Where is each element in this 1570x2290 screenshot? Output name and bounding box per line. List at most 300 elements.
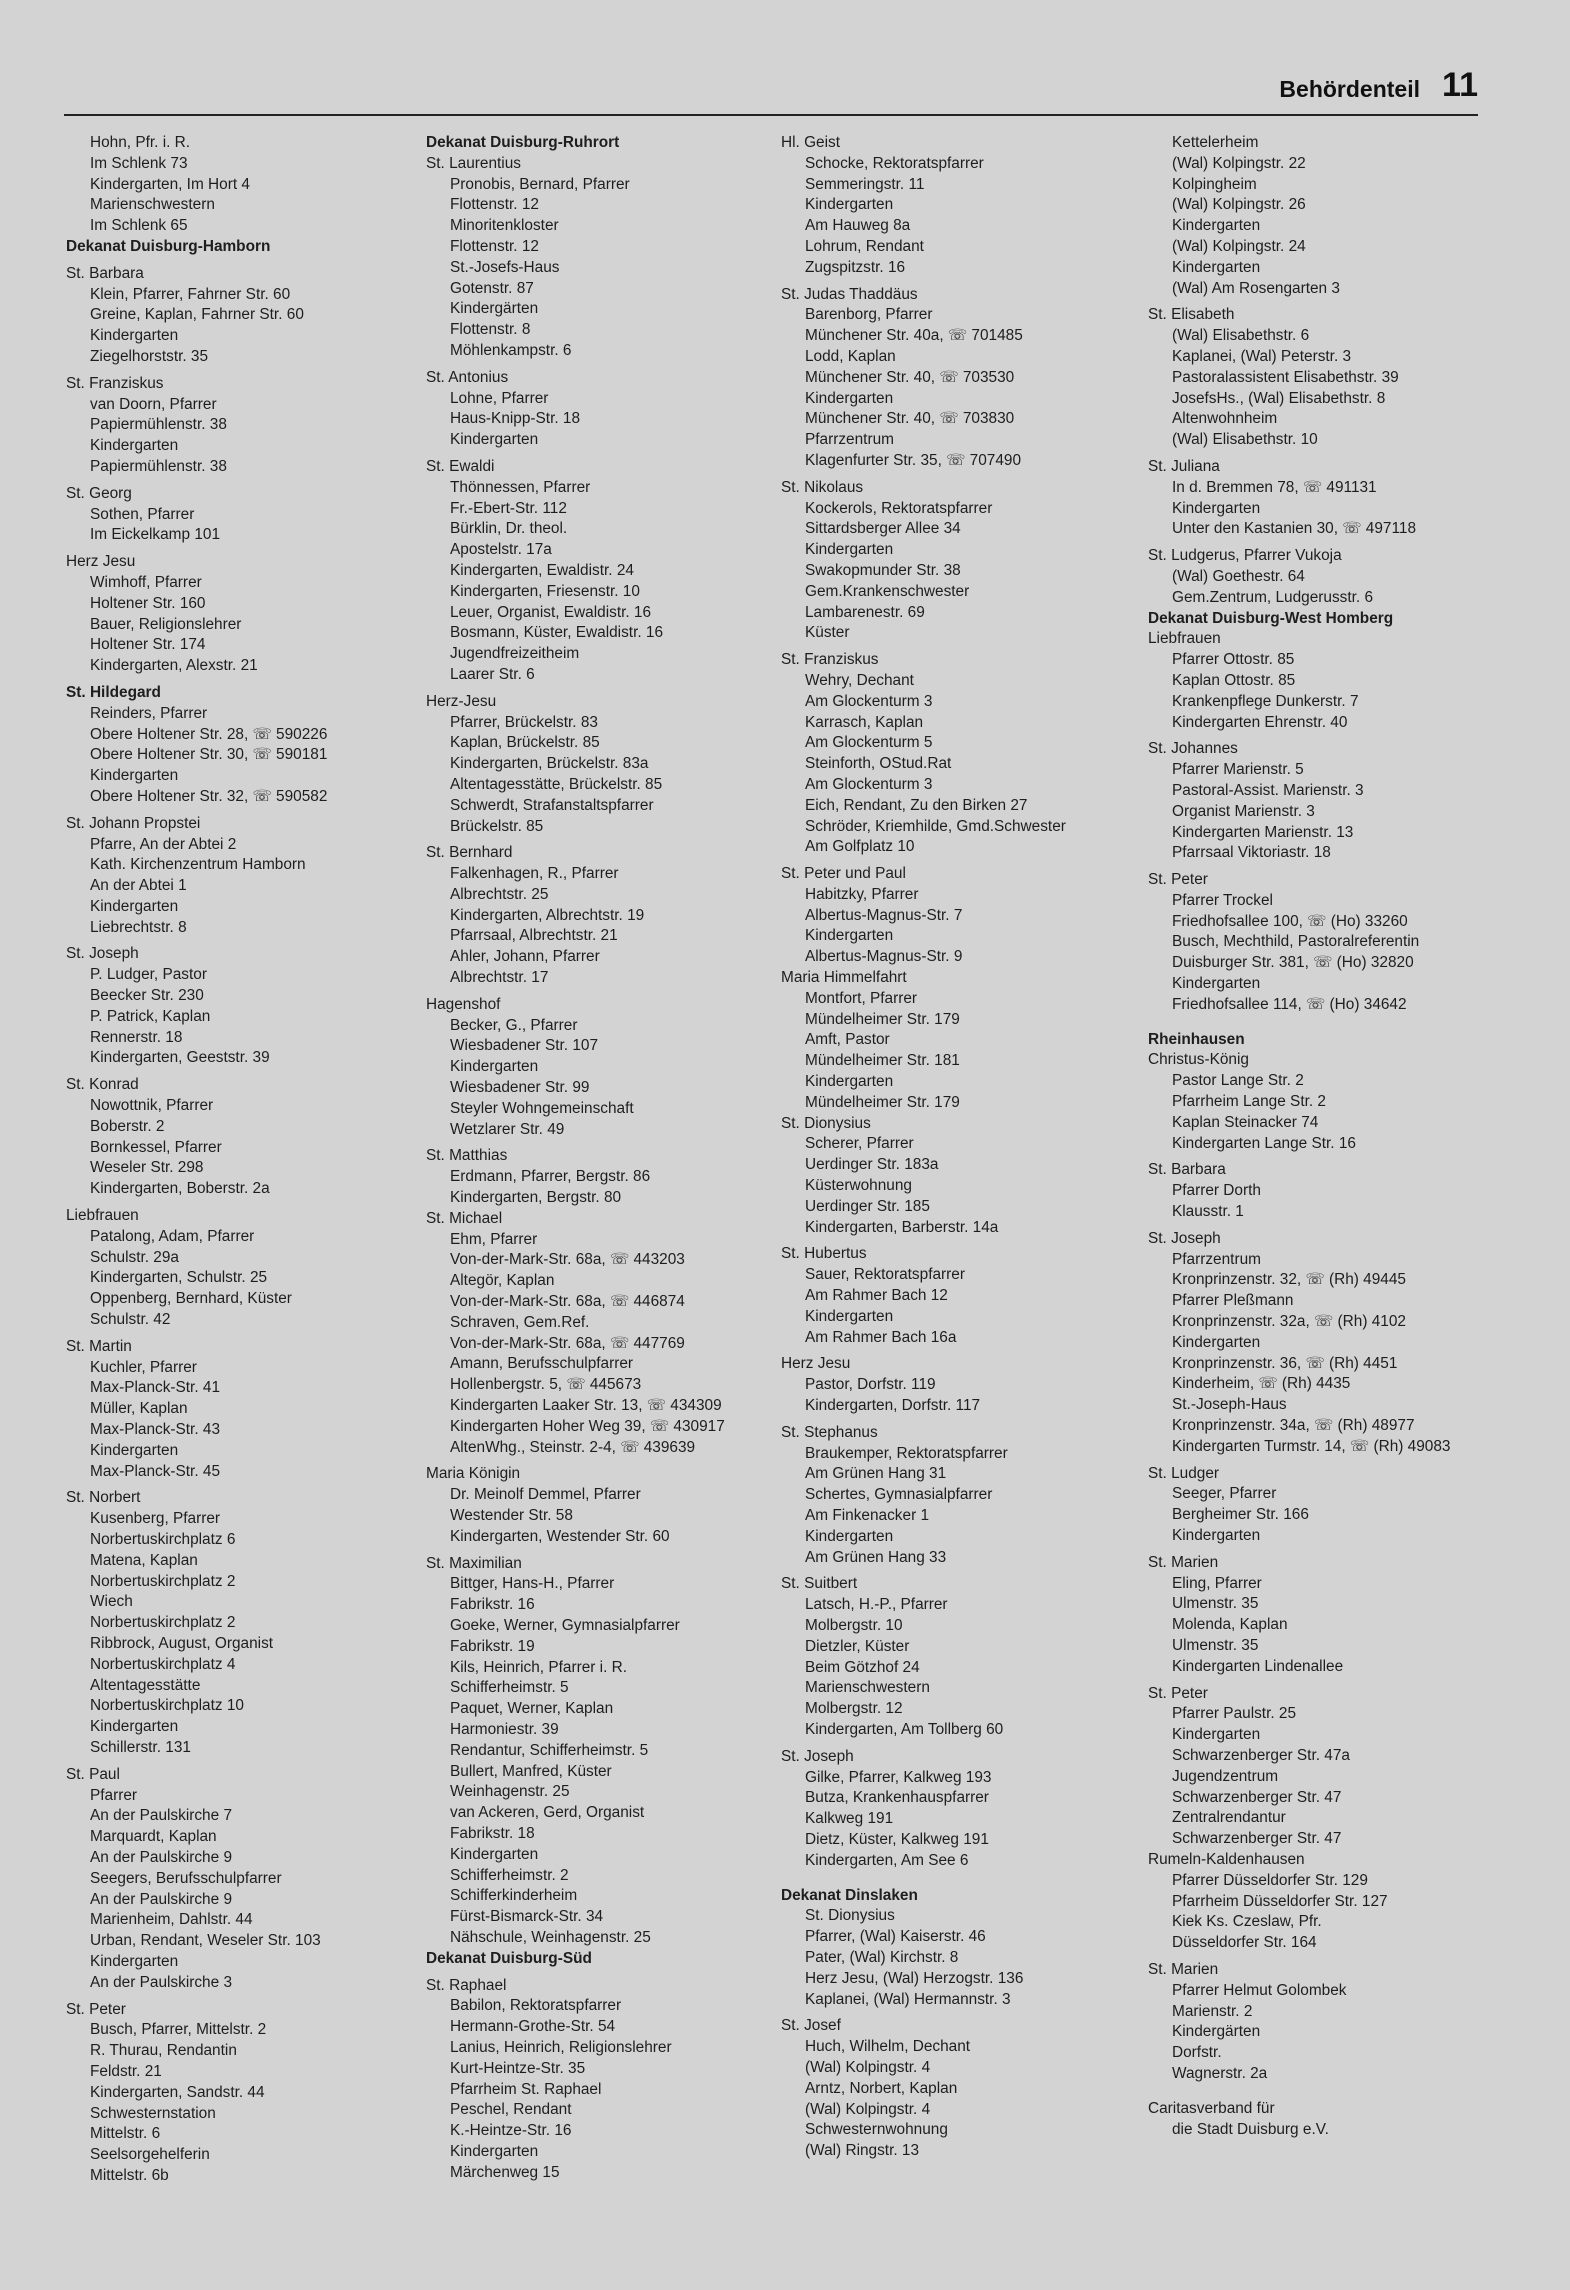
entry-line: Weinhagenstr. 25 bbox=[450, 1783, 570, 1801]
entry-line: Kindergarten bbox=[805, 1527, 894, 1545]
entry-line: Kindergarten Marienstr. 13 bbox=[1172, 823, 1354, 841]
parish-name: St. Marien bbox=[1148, 1960, 1219, 1978]
entry-line: Pfarrer Trockel bbox=[1172, 891, 1273, 909]
entry-line: Marienheim, Dahlstr. 44 bbox=[90, 1911, 253, 1929]
entry-line: Pfarrer Helmut Golombek bbox=[1172, 1981, 1347, 1999]
entry-line: Dietzler, Küster bbox=[805, 1637, 910, 1655]
entry-line: Kindergarten bbox=[805, 541, 894, 559]
parish-name: St. Barbara bbox=[66, 264, 144, 282]
entry-line: Zentralrendantur bbox=[1172, 1809, 1286, 1827]
entry-line: Pastor Lange Str. 2 bbox=[1172, 1072, 1304, 1090]
parish-name: St. Johannes bbox=[1148, 740, 1238, 758]
entry-line: Harmoniestr. 39 bbox=[450, 1720, 559, 1738]
entry-line: Klein, Pfarrer, Fahrner Str. 60 bbox=[90, 285, 291, 303]
entry-line: Am Glockenturm 3 bbox=[805, 775, 933, 793]
entry-line: Kindergarten bbox=[805, 927, 894, 945]
entry-line: Papiermühlenstr. 38 bbox=[90, 416, 227, 434]
entry-line: Fabrikstr. 18 bbox=[450, 1824, 535, 1842]
entry-line: Zugspitzstr. 16 bbox=[805, 258, 906, 276]
entry-line: Falkenhagen, R., Pfarrer bbox=[450, 865, 619, 883]
section-title: Behördenteil bbox=[1279, 76, 1420, 102]
entry-line: Kindergarten, Im Hort 4 bbox=[90, 175, 250, 193]
entry-line: Wiech bbox=[90, 1593, 133, 1611]
entry-line: Duisburger Str. 381, ☏ (Ho) 32820 bbox=[1172, 954, 1414, 972]
entry-line: Kindergarten bbox=[450, 1845, 539, 1863]
entry-line: Lambarenestr. 69 bbox=[805, 603, 925, 621]
entry-line: P. Ludger, Pastor bbox=[90, 966, 207, 984]
entry-line: Kindergarten bbox=[450, 1058, 539, 1076]
entry-line: Molenda, Kaplan bbox=[1172, 1616, 1288, 1634]
entry-line: Kronprinzenstr. 32, ☏ (Rh) 49445 bbox=[1172, 1271, 1406, 1289]
parish-name: St. Michael bbox=[426, 1209, 503, 1227]
entry-line: Friedhofsallee 114, ☏ (Ho) 34642 bbox=[1172, 995, 1407, 1013]
entry-line: Kindergarten bbox=[90, 1718, 179, 1736]
section-heading: Dekanat Duisburg-Süd bbox=[426, 1949, 592, 1967]
entry-line: Laarer Str. 6 bbox=[450, 665, 535, 683]
entry-line: Kindergarten, Geeststr. 39 bbox=[90, 1049, 270, 1067]
entry-line: Matena, Kaplan bbox=[90, 1551, 198, 1569]
entry-line: (Wal) Elisabethstr. 6 bbox=[1172, 327, 1310, 345]
section-heading: Dekanat Dinslaken bbox=[781, 1886, 918, 1904]
parish-name: St. Matthias bbox=[426, 1147, 508, 1165]
entry-line: Kockerols, Rektoratspfarrer bbox=[805, 499, 993, 517]
entry-line: Kindergarten Turmstr. 14, ☏ (Rh) 49083 bbox=[1172, 1437, 1451, 1455]
entry-line: Norbertuskirchplatz 6 bbox=[90, 1531, 236, 1548]
entry-line: Am Finkenacker 1 bbox=[805, 1507, 930, 1524]
entry-line: Küsterwohnung bbox=[805, 1177, 912, 1195]
entry-line: Eling, Pfarrer bbox=[1172, 1574, 1262, 1592]
entry-line: Holtener Str. 160 bbox=[90, 594, 206, 612]
entry-line: Pfarrer Dorth bbox=[1172, 1182, 1261, 1200]
entry-line: Von-der-Mark-Str. 68a, ☏ 443203 bbox=[450, 1251, 685, 1269]
entry-line: Pfarrheim Lange Str. 2 bbox=[1172, 1093, 1326, 1111]
entry-line: Kuchler, Pfarrer bbox=[90, 1358, 197, 1376]
entry-line: Pfarrer, (Wal) Kaiserstr. 46 bbox=[805, 1928, 986, 1946]
entry-line: Uerdinger Str. 185 bbox=[805, 1197, 930, 1215]
parish-name: Maria Himmelfahrt bbox=[781, 969, 907, 987]
entry-line: Becker, G., Pfarrer bbox=[450, 1016, 578, 1034]
entry-line: Holtener Str. 174 bbox=[90, 636, 206, 654]
entry-line: (Wal) Kolpingstr. 4 bbox=[805, 2058, 931, 2076]
entry-line: Kindergarten bbox=[90, 1441, 179, 1459]
entry-line: Pfarrer Düsseldorfer Str. 129 bbox=[1172, 1871, 1368, 1889]
page-header bbox=[64, 64, 1478, 116]
entry-line: St. Dionysius bbox=[805, 1907, 895, 1925]
entry-line: Kindergarten bbox=[90, 327, 179, 345]
entry-line: Kettelerheim bbox=[1172, 134, 1259, 151]
spacer bbox=[1148, 1016, 1493, 1030]
parish-name: St. Franziskus bbox=[66, 374, 164, 392]
entry-line: Pfarrer Ottostr. 85 bbox=[1172, 651, 1295, 669]
entry-line: Schwarzenberger Str. 47a bbox=[1172, 1746, 1350, 1764]
parish-name: Liebfrauen bbox=[66, 1207, 139, 1225]
entry-line: Seegers, Berufsschulpfarrer bbox=[90, 1869, 282, 1887]
entry-line: Pronobis, Bernard, Pfarrer bbox=[450, 175, 630, 193]
entry-line: Kindergarten, Brückelstr. 83a bbox=[450, 755, 649, 773]
parish-name: St. Elisabeth bbox=[1148, 306, 1235, 324]
entry-line: Norbertuskirchplatz 2 bbox=[90, 1614, 236, 1632]
entry-line: Schwarzenberger Str. 47 bbox=[1172, 1788, 1342, 1806]
entry-line: Bergheimer Str. 166 bbox=[1172, 1506, 1309, 1524]
entry-line: Kronprinzenstr. 32a, ☏ (Rh) 4102 bbox=[1172, 1313, 1406, 1331]
page-number: 11 bbox=[1442, 66, 1478, 104]
entry-line: Klausstr. 1 bbox=[1172, 1203, 1244, 1221]
entry-line: In d. Bremmen 78, ☏ 491131 bbox=[1172, 478, 1377, 496]
entry-line: Von-der-Mark-Str. 68a, ☏ 447769 bbox=[450, 1334, 685, 1352]
entry-line: An der Paulskirche 7 bbox=[90, 1807, 233, 1825]
entry-line: Herz Jesu, (Wal) Herzogstr. 136 bbox=[805, 1969, 1024, 1987]
entry-line: Kaplan, Brückelstr. 85 bbox=[450, 734, 600, 752]
entry-line: Steinforth, OStud.Rat bbox=[805, 755, 952, 773]
entry-line: Klagenfurter Str. 35, ☏ 707490 bbox=[805, 451, 1022, 469]
entry-line: Von-der-Mark-Str. 68a, ☏ 446874 bbox=[450, 1293, 685, 1311]
entry-line: Am Hauweg 8a bbox=[805, 217, 911, 235]
entry-line: Wiesbadener Str. 107 bbox=[450, 1037, 599, 1055]
entry-line: Am Grünen Hang 33 bbox=[805, 1548, 947, 1566]
entry-line: Kusenberg, Pfarrer bbox=[90, 1510, 221, 1528]
entry-line: Mündelheimer Str. 179 bbox=[805, 1093, 960, 1111]
entry-line: Kindergarten bbox=[1172, 258, 1261, 276]
entry-line: (Wal) Kolpingstr. 24 bbox=[1172, 237, 1306, 255]
entry-line: Bürklin, Dr. theol. bbox=[450, 520, 568, 538]
entry-line: Kindergarten, Barberstr. 14a bbox=[805, 1218, 999, 1236]
entry-line: Ziegelhorststr. 35 bbox=[90, 347, 209, 365]
entry-line: Hohn, Pfr. i. R. bbox=[90, 134, 191, 151]
section-heading: St. Hildegard bbox=[66, 683, 161, 701]
entry-line: Pfarre, An der Abtei 2 bbox=[90, 835, 237, 853]
entry-line: Fabrikstr. 19 bbox=[450, 1637, 535, 1655]
entry-line: Marquardt, Kaplan bbox=[90, 1828, 217, 1846]
spacer bbox=[1148, 2085, 1493, 2099]
entry-line: Nähschule, Weinhagenstr. 25 bbox=[450, 1928, 651, 1946]
section-heading: Dekanat Duisburg-West Homberg bbox=[1148, 609, 1394, 627]
entry-line: Babilon, Rektoratspfarrer bbox=[450, 1997, 622, 2015]
entry-line: die Stadt Duisburg e.V. bbox=[1172, 2120, 1329, 2138]
entry-line: Mündelheimer Str. 179 bbox=[805, 1010, 960, 1028]
parish-name: Herz Jesu bbox=[781, 1355, 851, 1373]
entry-line: Kindergarten, Alexstr. 21 bbox=[90, 657, 258, 675]
entry-line: Albrechtstr. 25 bbox=[450, 885, 549, 903]
entry-line: AltenWhg., Steinstr. 2-4, ☏ 439639 bbox=[450, 1438, 696, 1456]
entry-line: Schifferheimstr. 5 bbox=[450, 1679, 569, 1697]
entry-line: Bornkessel, Pfarrer bbox=[90, 1138, 222, 1156]
entry-line: (Wal) Ringstr. 13 bbox=[805, 2142, 920, 2160]
parish-name: St. Bernhard bbox=[426, 844, 513, 862]
entry-line: Organist Marienstr. 3 bbox=[1172, 802, 1315, 820]
entry-line: Swakopmunder Str. 38 bbox=[805, 561, 961, 579]
entry-line: Obere Holtener Str. 28, ☏ 590226 bbox=[90, 725, 328, 743]
entry-line: Goeke, Werner, Gymnasialpfarrer bbox=[450, 1616, 680, 1634]
section-heading: Dekanat Duisburg-Ruhrort bbox=[426, 134, 620, 151]
parish-name: Herz-Jesu bbox=[426, 692, 497, 710]
entry-line: Scherer, Pfarrer bbox=[805, 1135, 914, 1153]
entry-line: Schraven, Gem.Ref. bbox=[450, 1313, 590, 1331]
entry-line: Sauer, Rektoratspfarrer bbox=[805, 1266, 965, 1284]
parish-name: Christus-König bbox=[1148, 1051, 1249, 1069]
entry-line: Schertes, Gymnasialpfarrer bbox=[805, 1486, 993, 1504]
entry-line: Kindergarten bbox=[1172, 975, 1261, 993]
entry-line: Kindergarten, Am See 6 bbox=[805, 1851, 969, 1869]
entry-line: Düsseldorfer Str. 164 bbox=[1172, 1934, 1317, 1952]
entry-line: R. Thurau, Rendantin bbox=[90, 2042, 237, 2060]
entry-line: Amft, Pastor bbox=[805, 1031, 890, 1049]
entry-line: Lodd, Kaplan bbox=[805, 347, 896, 365]
entry-line: Flottenstr. 12 bbox=[450, 196, 539, 214]
entry-line: Schifferkinderheim bbox=[450, 1887, 578, 1905]
entry-line: (Wal) Kolpingstr. 26 bbox=[1172, 196, 1306, 214]
entry-line: Seelsorgehelferin bbox=[90, 2146, 210, 2164]
parish-name: St. Juliana bbox=[1148, 457, 1220, 475]
entry-line: Montfort, Pfarrer bbox=[805, 989, 918, 1007]
entry-line: Ulmenstr. 35 bbox=[1172, 1595, 1259, 1613]
entry-line: Am Rahmer Bach 12 bbox=[805, 1287, 948, 1305]
entry-line: Münchener Str. 40a, ☏ 701485 bbox=[805, 327, 1023, 345]
entry-line: Norbertuskirchplatz 2 bbox=[90, 1572, 236, 1590]
entry-line: Kindergärten bbox=[1172, 2023, 1261, 2041]
entry-line: Butza, Krankenhauspfarrer bbox=[805, 1789, 989, 1807]
entry-line: Norbertuskirchplatz 4 bbox=[90, 1655, 236, 1673]
entry-line: van Doorn, Pfarrer bbox=[90, 395, 217, 413]
entry-line: Kindergarten bbox=[805, 196, 894, 214]
entry-line: Norbertuskirchplatz 10 bbox=[90, 1697, 244, 1715]
entry-line: Bullert, Manfred, Küster bbox=[450, 1762, 612, 1780]
entry-line: Kaplan Ottostr. 85 bbox=[1172, 671, 1296, 689]
entry-line: K.-Heintze-Str. 16 bbox=[450, 2122, 572, 2140]
entry-line: Pfarrzentrum bbox=[805, 431, 894, 449]
entry-line: Urban, Rendant, Weseler Str. 103 bbox=[90, 1932, 321, 1950]
entry-line: St.-Josefs-Haus bbox=[450, 258, 560, 276]
entry-line: Flottenstr. 8 bbox=[450, 321, 531, 339]
entry-line: Kurt-Heintze-Str. 35 bbox=[450, 2059, 586, 2077]
section-heading: Dekanat Duisburg-Hamborn bbox=[66, 237, 271, 255]
entry-line: Sothen, Pfarrer bbox=[90, 505, 195, 523]
entry-line: Kinderheim, ☏ (Rh) 4435 bbox=[1172, 1375, 1351, 1393]
entry-line: Kindergarten bbox=[90, 767, 179, 785]
entry-line: Kronprinzenstr. 36, ☏ (Rh) 4451 bbox=[1172, 1354, 1398, 1372]
entry-line: Im Eickelkamp 101 bbox=[90, 526, 221, 544]
entry-line: Rennerstr. 18 bbox=[90, 1028, 183, 1046]
parish-name: St. Raphael bbox=[426, 1976, 507, 1994]
entry-line: Kindergarten bbox=[805, 1073, 894, 1091]
entry-line: Schulstr. 42 bbox=[90, 1311, 171, 1329]
entry-line: Kaplanei, (Wal) Peterstr. 3 bbox=[1172, 347, 1352, 365]
entry-line: Am Rahmer Bach 16a bbox=[805, 1328, 957, 1346]
entry-line: Münchener Str. 40, ☏ 703830 bbox=[805, 410, 1015, 428]
entry-line: Kronprinzenstr. 34a, ☏ (Rh) 48977 bbox=[1172, 1417, 1415, 1435]
entry-line: Kindergarten bbox=[1172, 1333, 1261, 1351]
entry-line: Kaplanei, (Wal) Hermannstr. 3 bbox=[805, 1990, 1011, 2008]
entry-line: Westender Str. 58 bbox=[450, 1507, 573, 1524]
entry-line: (Wal) Goethestr. 64 bbox=[1172, 567, 1305, 585]
entry-line: Am Grünen Hang 31 bbox=[805, 1465, 947, 1483]
parish-name: St. Ludger bbox=[1148, 1464, 1220, 1482]
entry-line: Pfarrzentrum bbox=[1172, 1250, 1261, 1268]
parish-name: Herz Jesu bbox=[66, 553, 136, 571]
entry-line: Hollenbergstr. 5, ☏ 445673 bbox=[450, 1376, 642, 1394]
entry-line: Marienschwestern bbox=[90, 196, 215, 214]
parish-name: Hagenshof bbox=[426, 995, 501, 1013]
parish-name: St. Johann Propstei bbox=[66, 814, 201, 832]
entry-line: Busch, Pfarrer, Mittelstr. 2 bbox=[90, 2021, 267, 2039]
entry-line: Möhlenkampstr. 6 bbox=[450, 341, 572, 359]
parish-name: Caritasverband für bbox=[1148, 2099, 1275, 2117]
entry-line: Schillerstr. 131 bbox=[90, 1738, 191, 1756]
entry-line: Schocke, Rektoratspfarrer bbox=[805, 154, 984, 172]
entry-line: Max-Planck-Str. 43 bbox=[90, 1421, 221, 1439]
entry-line: Am Glockenturm 5 bbox=[805, 734, 933, 752]
entry-line: Pastor, Dorfstr. 119 bbox=[805, 1376, 936, 1394]
entry-line: Wetzlarer Str. 49 bbox=[450, 1120, 565, 1138]
entry-line: Bosmann, Küster, Ewaldistr. 16 bbox=[450, 624, 664, 642]
entry-line: Am Glockenturm 3 bbox=[805, 692, 933, 710]
entry-line: Pfarrer bbox=[90, 1786, 138, 1804]
entry-line: Kindergarten bbox=[1172, 1726, 1261, 1744]
entry-line: Habitzky, Pfarrer bbox=[805, 885, 919, 903]
entry-line: Kindergarten Lange Str. 16 bbox=[1172, 1134, 1356, 1152]
directory-column-3 bbox=[781, 133, 1126, 2162]
entry-line: Altentagesstätte, Brückelstr. 85 bbox=[450, 775, 663, 793]
entry-line: Obere Holtener Str. 30, ☏ 590181 bbox=[90, 746, 328, 764]
entry-line: Karrasch, Kaplan bbox=[805, 713, 924, 731]
entry-line: Bauer, Religionslehrer bbox=[90, 615, 242, 633]
entry-line: Pastoralassistent Elisabethstr. 39 bbox=[1172, 368, 1399, 386]
parish-name: St. Peter bbox=[66, 2000, 126, 2018]
entry-line: Kiek Ks. Czeslaw, Pfr. bbox=[1172, 1913, 1322, 1931]
entry-line: Dorfstr. bbox=[1172, 2044, 1222, 2062]
entry-line: Gotenstr. 87 bbox=[450, 279, 534, 297]
entry-line: Kindergarten bbox=[805, 1307, 894, 1325]
entry-line: Pfarrheim Düsseldorfer Str. 127 bbox=[1172, 1892, 1388, 1910]
parish-name: St. Joseph bbox=[1148, 1229, 1221, 1247]
entry-line: Kindergarten Hoher Weg 39, ☏ 430917 bbox=[450, 1417, 725, 1435]
entry-line: Semmeringstr. 11 bbox=[805, 175, 925, 193]
entry-line: Kils, Heinrich, Pfarrer i. R. bbox=[450, 1658, 628, 1676]
entry-line: Weseler Str. 298 bbox=[90, 1159, 204, 1177]
entry-line: Lanius, Heinrich, Religionslehrer bbox=[450, 2038, 672, 2056]
entry-line: Minoritenkloster bbox=[450, 217, 559, 235]
entry-line: Thönnessen, Pfarrer bbox=[450, 478, 591, 496]
entry-line: Barenborg, Pfarrer bbox=[805, 306, 933, 324]
entry-line: Kindergarten Laaker Str. 13, ☏ 434309 bbox=[450, 1397, 722, 1415]
entry-line: Kindergarten bbox=[1172, 217, 1261, 235]
entry-line: Mittelstr. 6b bbox=[90, 2166, 169, 2184]
entry-line: Mündelheimer Str. 181 bbox=[805, 1052, 960, 1070]
entry-line: Kindergarten, Friesenstr. 10 bbox=[450, 582, 640, 600]
entry-line: Schwesternstation bbox=[90, 2104, 216, 2122]
entry-line: Pfarrer, Brückelstr. 83 bbox=[450, 713, 598, 731]
parish-name: Liebfrauen bbox=[1148, 630, 1221, 648]
entry-line: Altegör, Kaplan bbox=[450, 1272, 555, 1290]
entry-line: Pater, (Wal) Kirchstr. 8 bbox=[805, 1948, 959, 1966]
entry-line: Kalkweg 191 bbox=[805, 1810, 894, 1828]
entry-line: Schwesternwohnung bbox=[805, 2121, 948, 2139]
entry-line: St.-Joseph-Haus bbox=[1172, 1396, 1287, 1414]
entry-line: Kindergarten, Bergstr. 80 bbox=[450, 1189, 622, 1207]
parish-name: St. Judas Thaddäus bbox=[781, 285, 918, 303]
parish-name: Hl. Geist bbox=[781, 134, 841, 151]
entry-line: Reinders, Pfarrer bbox=[90, 704, 208, 722]
entry-line: Kindergarten, Westender Str. 60 bbox=[450, 1527, 670, 1545]
entry-line: Obere Holtener Str. 32, ☏ 590582 bbox=[90, 787, 328, 805]
parish-name: St. Paul bbox=[66, 1765, 120, 1783]
entry-line: Jugendzentrum bbox=[1172, 1767, 1279, 1785]
entry-line: Münchener Str. 40, ☏ 703530 bbox=[805, 368, 1015, 386]
entry-line: Patalong, Adam, Pfarrer bbox=[90, 1227, 255, 1245]
parish-name: St. Barbara bbox=[1148, 1161, 1226, 1179]
entry-line: Schulstr. 29a bbox=[90, 1248, 179, 1266]
parish-name: St. Peter bbox=[1148, 871, 1208, 889]
entry-line: Albrechtstr. 17 bbox=[450, 969, 549, 987]
entry-line: Jugendfreizeitheim bbox=[450, 645, 580, 663]
entry-line: Kindergarten bbox=[90, 437, 179, 455]
entry-line: An der Paulskirche 3 bbox=[90, 1973, 233, 1991]
entry-line: Kath. Kirchenzentrum Hamborn bbox=[90, 856, 306, 874]
entry-line: Feldstr. 21 bbox=[90, 2062, 162, 2080]
entry-line: Schwerdt, Strafanstaltspfarrer bbox=[450, 796, 654, 814]
entry-line: Unter den Kastanien 30, ☏ 497118 bbox=[1172, 520, 1417, 538]
entry-line: An der Paulskirche 9 bbox=[90, 1890, 233, 1908]
entry-line: (Wal) Am Rosengarten 3 bbox=[1172, 279, 1340, 297]
entry-line: Rendantur, Schifferheimstr. 5 bbox=[450, 1741, 649, 1759]
entry-line: Gem.Krankenschwester bbox=[805, 582, 970, 600]
entry-line: Kindergarten bbox=[805, 389, 894, 407]
entry-line: Friedhofsallee 100, ☏ (Ho) 33260 bbox=[1172, 912, 1408, 930]
parish-name: St. Josef bbox=[781, 2017, 841, 2035]
entry-line: Braukemper, Rektoratspfarrer bbox=[805, 1444, 1008, 1462]
entry-line: Müller, Kaplan bbox=[90, 1400, 188, 1418]
parish-name: St. Martin bbox=[66, 1337, 132, 1355]
entry-line: Bittger, Hans-H., Pfarrer bbox=[450, 1575, 615, 1593]
entry-line: Im Schlenk 65 bbox=[90, 217, 188, 235]
entry-line: Schröder, Kriemhilde, Gmd.Schwester bbox=[805, 817, 1066, 835]
entry-line: Lohrum, Rendant bbox=[805, 237, 924, 255]
entry-line: Kindergarten, Sandstr. 44 bbox=[90, 2083, 265, 2101]
directory-column-2 bbox=[426, 133, 771, 2184]
directory-column-4 bbox=[1148, 133, 1493, 2140]
entry-line: Krankenpflege Dunkerstr. 7 bbox=[1172, 692, 1359, 710]
entry-line: Fr.-Ebert-Str. 112 bbox=[450, 499, 567, 517]
entry-line: Flottenstr. 12 bbox=[450, 237, 539, 255]
entry-line: Haus-Knipp-Str. 18 bbox=[450, 410, 581, 428]
entry-line: Altenwohnheim bbox=[1172, 410, 1278, 428]
entry-line: Mittelstr. 6 bbox=[90, 2125, 161, 2143]
parish-name: St. Laurentius bbox=[426, 154, 521, 172]
entry-line: Beecker Str. 230 bbox=[90, 987, 204, 1005]
parish-name: St. Joseph bbox=[66, 945, 139, 963]
parish-name: St. Konrad bbox=[66, 1076, 139, 1094]
entry-line: Kindergarten, Schulstr. 25 bbox=[90, 1269, 268, 1287]
entry-line: Schwarzenberger Str. 47 bbox=[1172, 1830, 1342, 1848]
entry-line: Kindergarten bbox=[1172, 499, 1261, 517]
entry-line: Kindergarten bbox=[1172, 1527, 1261, 1544]
entry-line: Liebrechtstr. 8 bbox=[90, 918, 187, 936]
entry-line: Am Golfplatz 10 bbox=[805, 838, 915, 856]
entry-line: Lohne, Pfarrer bbox=[450, 389, 549, 407]
entry-line: Molbergstr. 10 bbox=[805, 1616, 903, 1634]
entry-line: Ahler, Johann, Pfarrer bbox=[450, 948, 600, 966]
entry-line: Wiesbadener Str. 99 bbox=[450, 1079, 590, 1097]
entry-line: Sittardsberger Allee 34 bbox=[805, 520, 961, 538]
entry-line: Max-Planck-Str. 45 bbox=[90, 1462, 221, 1480]
parish-name: St. Peter bbox=[1148, 1684, 1208, 1702]
entry-line: Steyler Wohngemeinschaft bbox=[450, 1099, 634, 1117]
entry-line: Altentagesstätte bbox=[90, 1676, 201, 1694]
entry-line: Arntz, Norbert, Kaplan bbox=[805, 2079, 958, 2097]
entry-line: Wehry, Dechant bbox=[805, 671, 914, 689]
parish-name: St. Hubertus bbox=[781, 1245, 867, 1263]
parish-name: St. Ludgerus, Pfarrer Vukoja bbox=[1148, 547, 1342, 565]
entry-line: Seeger, Pfarrer bbox=[1172, 1485, 1277, 1503]
